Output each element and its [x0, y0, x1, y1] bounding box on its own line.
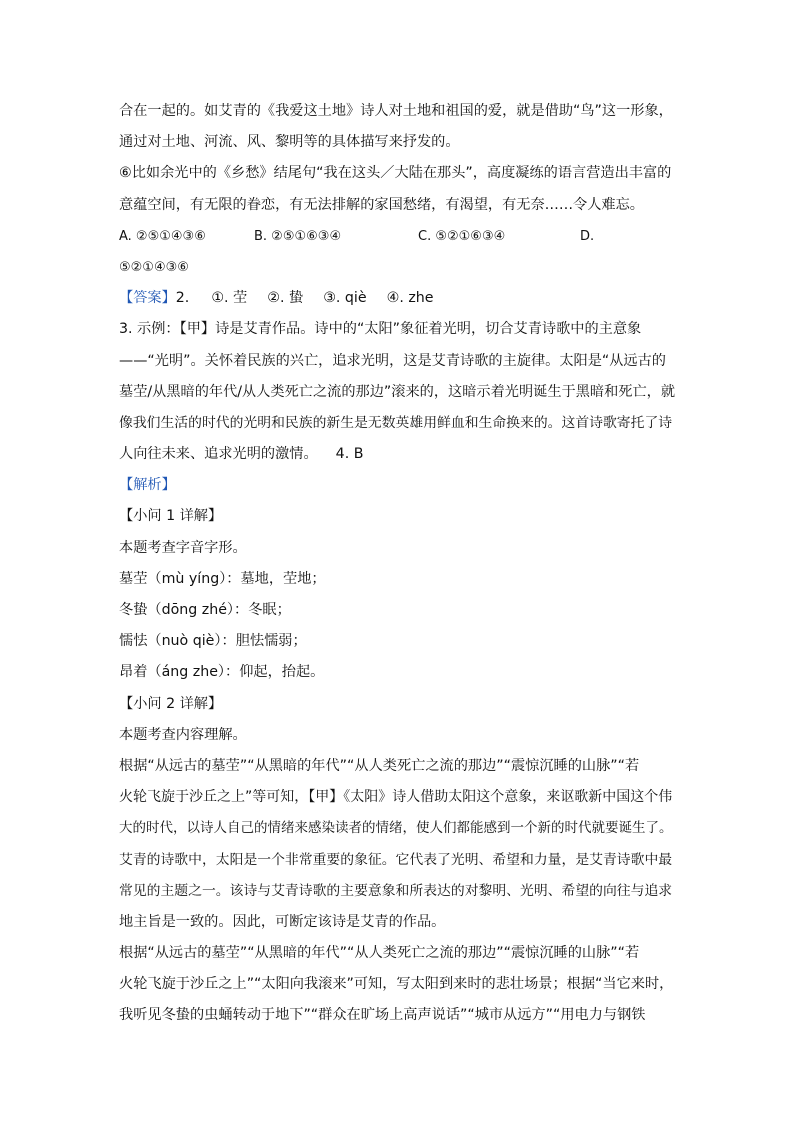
- analysis-tag: 【解析】: [119, 477, 176, 494]
- analysis-line: 地主旨是一致的。因此，可断定该诗是艾青的作品。: [119, 913, 446, 930]
- option-a: A. ②⑤①④③⑥: [119, 228, 206, 244]
- answer-number: 2.: [175, 290, 190, 307]
- answer-tag: 【答案】: [119, 290, 176, 307]
- pronunciation-item: 昂着（áng zhe）：仰起，抬起。: [119, 664, 325, 681]
- subquestion-1-intro: 本题考查字音字形。: [119, 539, 247, 556]
- option-b: B. ②⑤①⑥③④: [254, 228, 342, 244]
- text-line: 通过对土地、河流、风、黎明等的具体描写来抒发的。: [119, 134, 460, 151]
- analysis-line: 我听见冬蛰的虫蛹转动于地下”“群众在旷场上高声说话”“城市从远方”“用电力与钢铁: [119, 1007, 646, 1024]
- option-d: D.: [580, 228, 595, 244]
- q3-line: 人向往未来、追求光明的激情。 4. B: [119, 446, 364, 463]
- analysis-line: 艾青的诗歌中，太阳是一个非常重要的象征。它代表了光明、希望和力量，是艾青诗歌中最: [119, 851, 673, 868]
- answer-item: ②. 蛰: [267, 290, 304, 307]
- pronunciation-item: 冬蛰（dōng zhé）：冬眠；: [119, 602, 291, 618]
- option-c: C. ⑤②①⑥③④: [418, 228, 506, 244]
- answer-item: ①. 茔: [211, 290, 248, 307]
- subquestion-2-heading: 【小问 2 详解】: [119, 695, 223, 712]
- q3-line: 墓茔/从黑暗的年代/从人类死亡之流的那边”滚来的，这暗示着光明诞生于黑暗和死亡，就: [119, 383, 676, 400]
- pronunciation-item: 墓茔（mù yíng）：墓地，茔地；: [119, 570, 326, 587]
- text-line: ⑥比如余光中的《乡愁》结尾句“我在这头／大陆在那头”，高度凝练的语言营造出丰富的: [119, 165, 672, 182]
- answer-line: [119, 283, 675, 314]
- answer-item: ③. qiè: [323, 290, 367, 307]
- q3-line: 3. 示例：【甲】诗是艾青作品。诗中的“太阳”象征着光明，切合艾青诗歌中的主意象: [119, 321, 642, 338]
- answer-options: [119, 221, 675, 252]
- subquestion-1-heading: 【小问 1 详解】: [119, 508, 223, 525]
- analysis-line: 根据“从远古的墓茔”“从黑暗的年代”“从人类死亡之流的那边”“震惊沉睡的山脉”“若: [119, 945, 640, 962]
- analysis-line: 根据“从远古的墓茔”“从黑暗的年代”“从人类死亡之流的那边”“震惊沉睡的山脉”“若: [119, 757, 640, 774]
- analysis-line: 大的时代，以诗人自己的情绪来感染读者的情绪，使人们都能感到一个新的时代就要诞生了。: [119, 820, 673, 837]
- q3-line: ——“光明”。关怀着民族的兴亡，追求光明，这是艾青诗歌的主旋律。太阳是“从远古的: [119, 352, 666, 369]
- text-line: 合在一起的。如艾青的《我爱这土地》诗人对土地和祖国的爱，就是借助“鸟”这一形象，: [119, 103, 673, 119]
- option-d-continued: [119, 252, 675, 283]
- subquestion-2-intro: 本题考查内容理解。: [119, 726, 247, 743]
- analysis-line: 火轮飞旋于沙丘之上”“太阳向我滚来”可知，写太阳到来时的悲壮场景；根据“当它来时，: [119, 976, 674, 993]
- analysis-line: 常见的主题之一。该诗与艾青诗歌的主要意象和所表达的对黎明、光明、希望的向往与追求: [119, 882, 673, 899]
- option-d-text: ⑤②①④③⑥: [119, 259, 189, 275]
- answer-item: ④. zhe: [386, 290, 434, 307]
- document-body: [119, 96, 675, 1032]
- text-line: 意蕴空间，有无限的眷恋，有无法排解的家国愁绪，有渴望，有无奈……令人难忘。: [119, 196, 644, 213]
- q3-line: 像我们生活的时代的光明和民族的新生是无数英雄用鲜血和生命换来的。这首诗歌寄托了诗: [119, 414, 673, 431]
- pronunciation-item: 懦怯（nuò qiè）：胆怯懦弱；: [119, 633, 307, 650]
- analysis-line: 火轮飞旋于沙丘之上”等可知，【甲】《太阳》诗人借助太阳这个意象，来讴歌新中国这个伟: [119, 789, 673, 806]
